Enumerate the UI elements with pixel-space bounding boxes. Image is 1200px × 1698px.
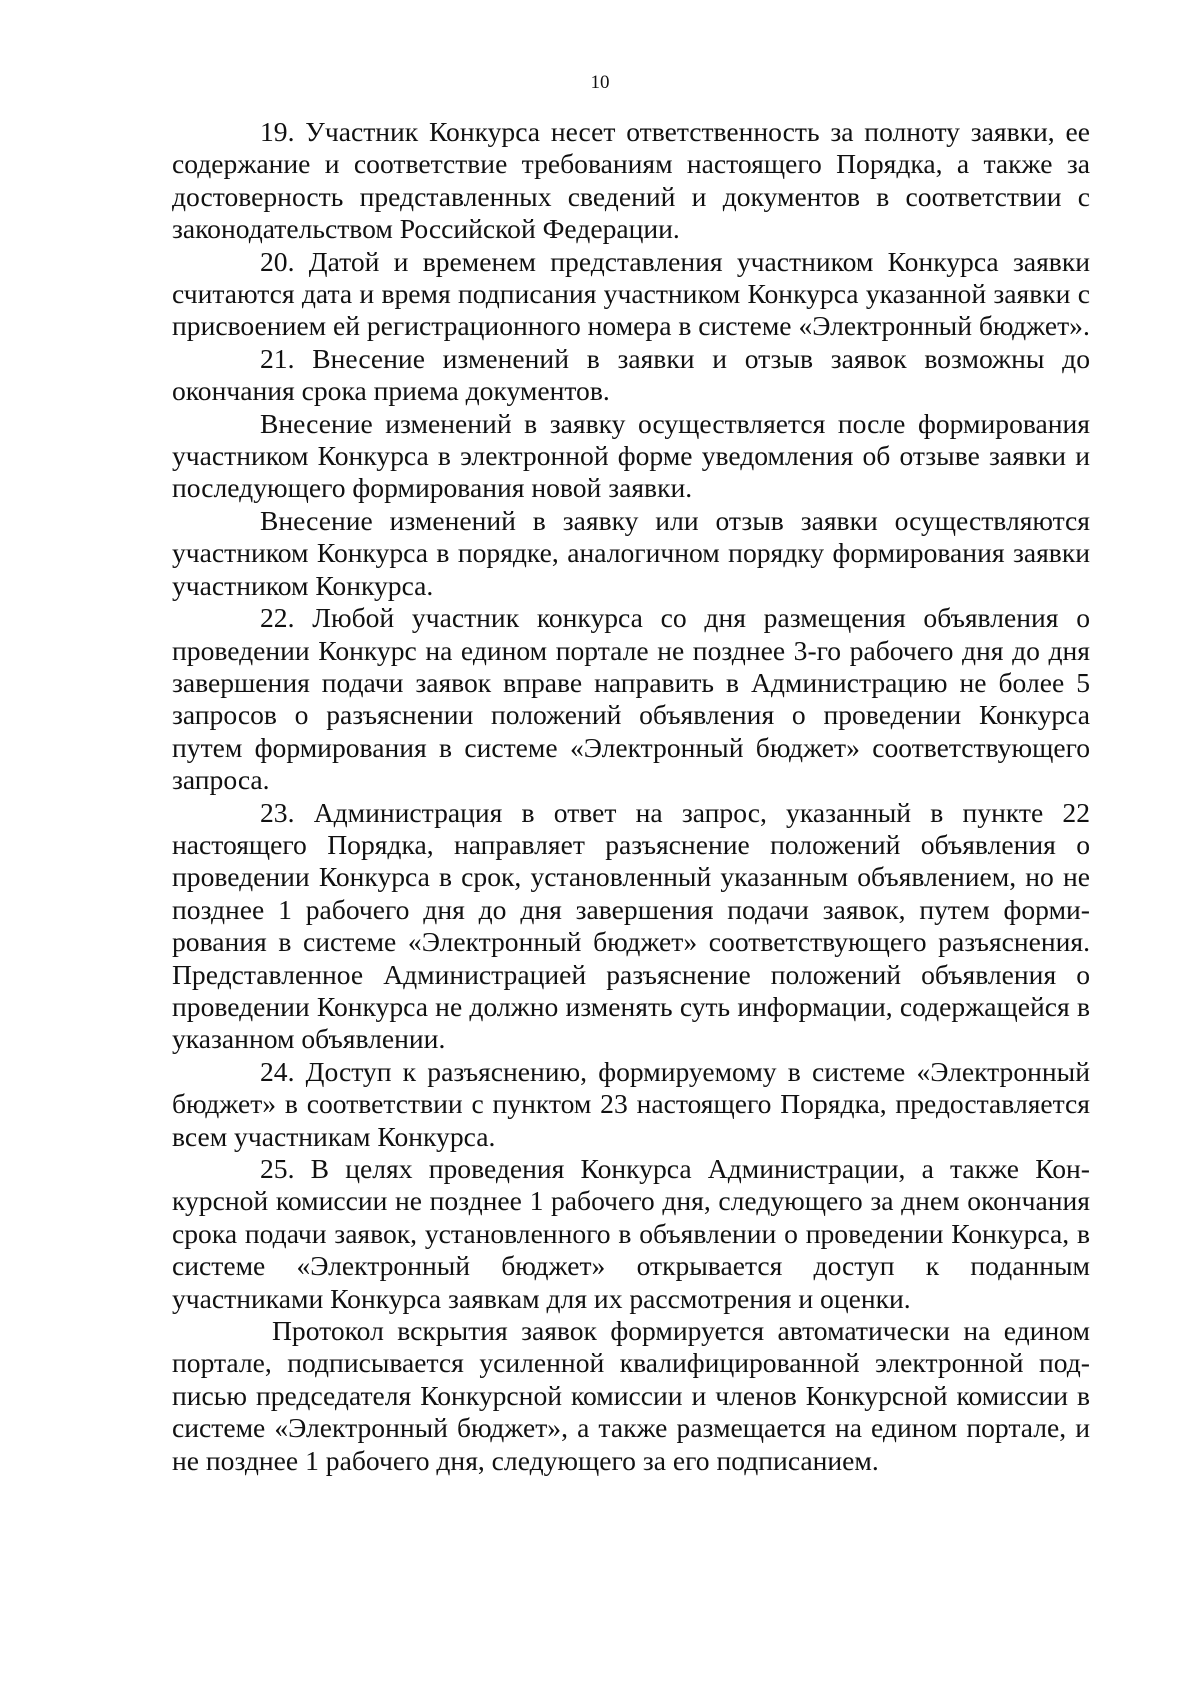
paragraph-24: 24. Доступ к разъяснению, формируемому в системе «Электронный бюджет» в соответствии с пунктом 23 настоящего Порядка, предоставляется всем участникам Конкурса. [172,1055,1090,1152]
paragraph-22: 22. Любой участник конкурса со дня размещения объявления о проведении Конкурс на едином портале не позднее 3-го рабочего дня до дня завершения подачи заявок вправе направить в Администрацию не более 5 запросов о разъяснении положений объявления о проведении Конкурса путем формирования в системе «Электронный бюджет» соответствующего запроса. [172,602,1090,796]
paragraph-21-amendment: Внесение изменений в заявку осуществляется после формирования участником Конкурса в электронной форме уведомления об отзыве заявки и последующего формирования новой заявки. [172,407,1090,504]
paragraph-20: 20. Датой и временем представления участником Конкурса заявки считаются дата и время подписания участником Конкурса указанной заявки с присвоением ей регистрационного номера в системе «Электронный бюджет». [172,245,1090,342]
page-number: 10 [590,72,610,93]
paragraph-25-protocol: Протокол вскрытия заявок формируется автоматически на едином портале, подписывается усиленной квалифицированной электронной подписью председателя Конкурсной комиссии и членов Конкурсной комиссии в системе «Электронный бюджет», а также размещается на едином портале, и не позднее 1 рабочего дня, следующего за его подписанием. [172,1315,1090,1476]
paragraph-21-withdrawal: Внесение изменений в заявку или отзыв заявки осуществляются участником Конкурса в порядке, аналогичном порядку формирования заявки участником Конкурса. [172,504,1090,601]
paragraph-25: 25. В целях проведения Конкурса Администрации, а также Конкурсной комиссии не позднее 1 рабочего дня, следующего за днем окончания срока подачи заявок, установленного в объявлении о проведении Конкурса, в системе «Электронный бюджет» открывается доступ к поданным участниками Конкурса заявкам для их рассмотрения и оценки. [172,1153,1090,1314]
paragraph-21: 21. Внесение изменений в заявки и отзыв заявок возможны до окончания срока приема документов. [172,342,1090,407]
paragraph-19: 19. Участник Конкурса несет ответственность за полноту заявки, ее содержание и соответствие требованиям настоящего Порядка, а также за достоверность представленных сведений и документов в соответствии с законодательством Российской Федерации. [172,116,1090,245]
paragraph-23: 23. Администрация в ответ на запрос, указанный в пункте 22 настоящего Порядка, направляет разъяснение положений объявления о проведении Конкурса в срок, установленный указанным объявлением, но не позднее 1 рабочего дня до дня завершения подачи заявок, путем формирования в системе «Электронный бюджет» соответствующего разъяснения. Представленное Администрацией разъяснение положений объявления о проведении Конкурса не должно изменять суть информации, содержащейся в указанном объявлении. [172,796,1090,1055]
document-body [172,116,1090,1477]
